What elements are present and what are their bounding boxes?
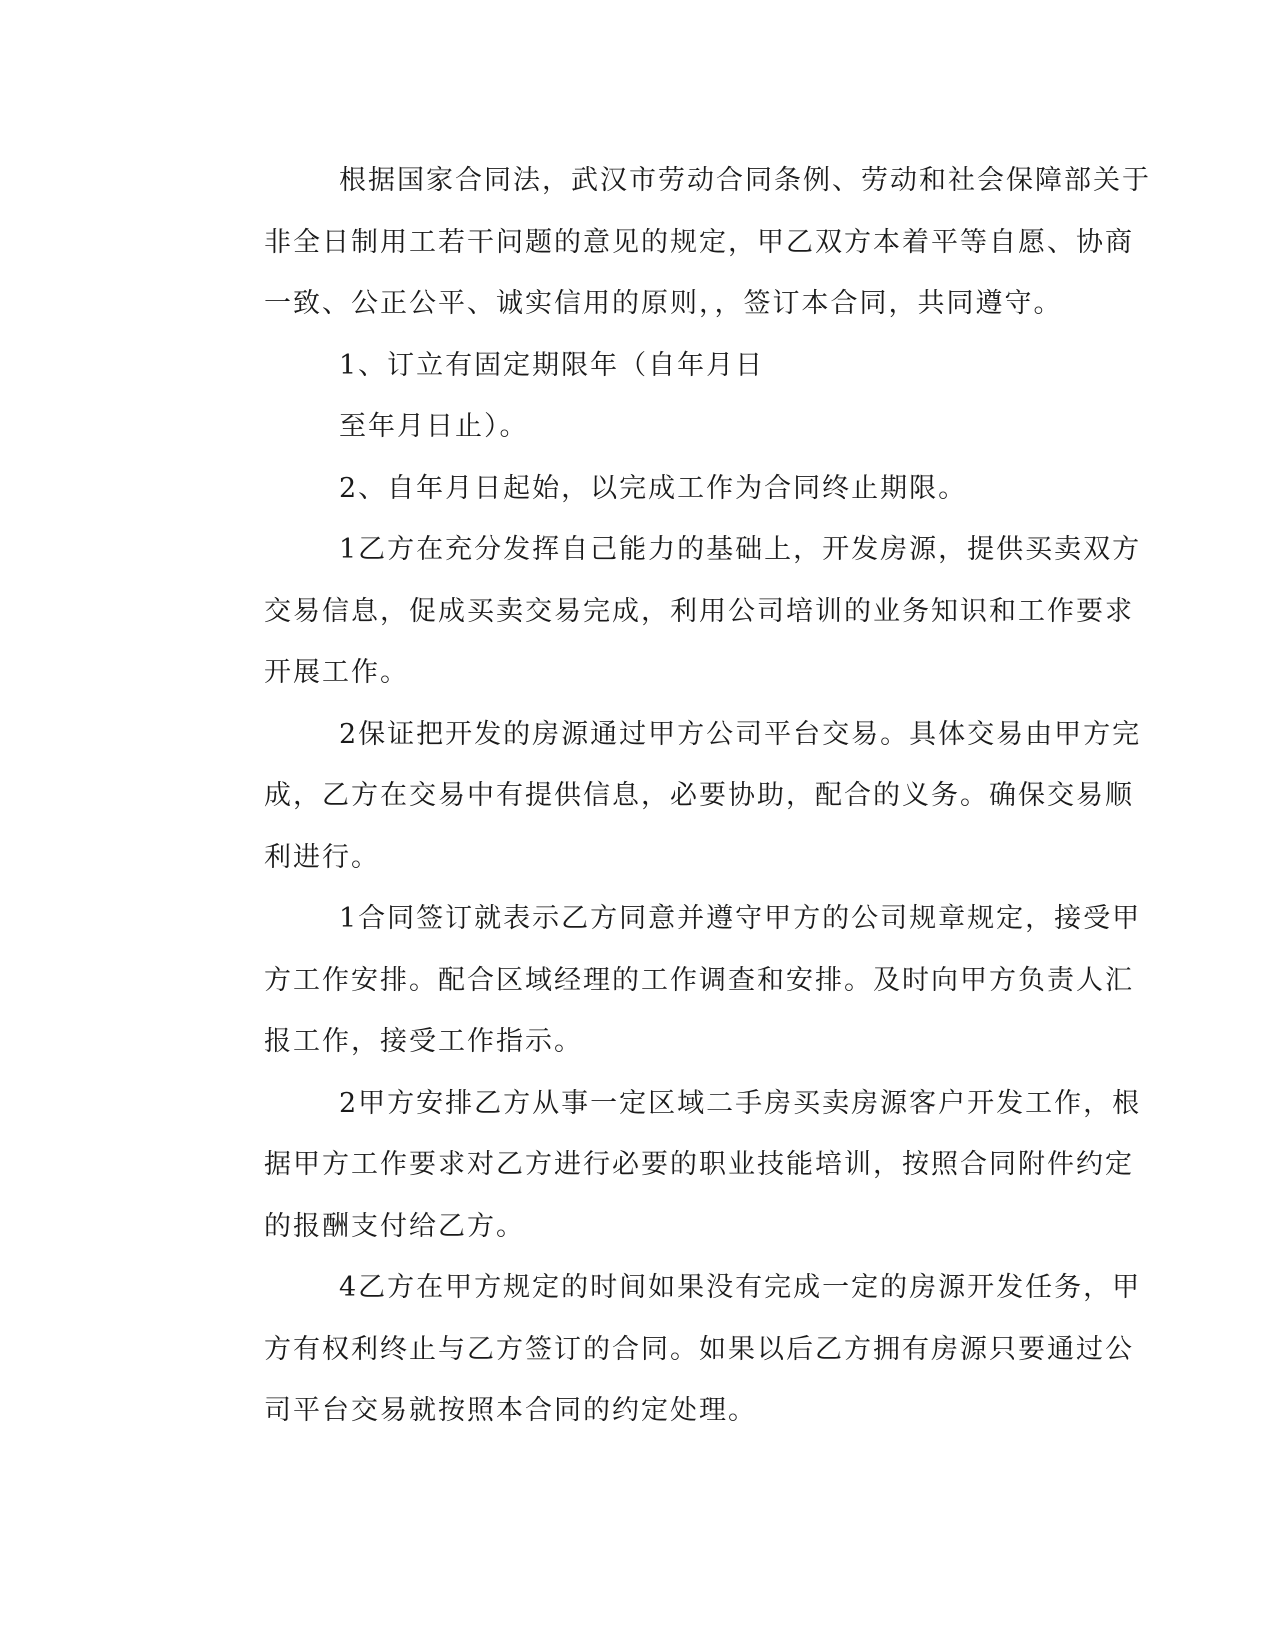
document-body: [189, 150, 1151, 1442]
text-line: 司平台交易就按照本合同的约定处理。: [264, 1395, 757, 1426]
text-line: 至年月日止）。: [339, 411, 529, 442]
text-line: 1、订立有固定期限年（自年月日: [339, 349, 765, 381]
paragraph-rule-2: [189, 1073, 1142, 1258]
text-line: 2甲方安排乙方从事一定区域二手房买卖房源客户开发工作，根: [339, 1087, 1142, 1119]
paragraph-rule-4: [189, 1257, 1142, 1442]
text-line: 据甲方工作要求对乙方进行必要的职业技能培训，按照合同附件约定: [264, 1149, 1134, 1180]
paragraph-term-1-continued: [189, 396, 1069, 458]
paragraph-term-1: [189, 335, 1069, 397]
text-line: 4乙方在甲方规定的时间如果没有完成一定的房源开发任务，甲: [339, 1272, 1142, 1303]
text-line: 利进行。: [264, 841, 380, 873]
paragraph-intro: [189, 150, 1151, 335]
paragraph-duty-1: [189, 519, 1142, 704]
paragraph-term-2: [189, 458, 1069, 520]
text-line: 的报酬支付给乙方。: [264, 1210, 525, 1242]
text-line: 根据国家合同法，武汉市劳动合同条例、劳动和社会保障部关于: [339, 165, 1151, 196]
text-line: 方有权利终止与乙方签订的合同。如果以后乙方拥有房源只要通过公: [264, 1333, 1134, 1365]
paragraph-rule-1: [189, 888, 1142, 1073]
text-line: 方工作安排。配合区域经理的工作调查和安排。及时向甲方负责人汇: [264, 964, 1134, 996]
paragraph-duty-2: [189, 704, 1142, 889]
text-line: 非全日制用工若干问题的意见的规定，甲乙双方本着平等自愿、协商: [264, 226, 1134, 258]
text-line: 一致、公正公平、诚实信用的原则，，签订本合同，共同遵守。: [264, 288, 1063, 319]
text-line: 1乙方在充分发挥自己能力的基础上，开发房源，提供买卖双方: [339, 534, 1142, 565]
text-line: 开展工作。: [264, 657, 409, 688]
text-line: 2保证把开发的房源通过甲方公司平台交易。具体交易由甲方完: [339, 718, 1142, 750]
text-line: 交易信息，促成买卖交易完成，利用公司培训的业务知识和工作要求: [264, 595, 1134, 627]
text-line: 1合同签订就表示乙方同意并遵守甲方的公司规章规定，接受甲: [339, 903, 1142, 934]
text-line: 报工作，接受工作指示。: [264, 1026, 583, 1057]
text-line: 成，乙方在交易中有提供信息，必要协助，配合的义务。确保交易顺: [264, 780, 1134, 811]
text-line: 2、自年月日起始，以完成工作为合同终止期限。: [339, 472, 968, 504]
